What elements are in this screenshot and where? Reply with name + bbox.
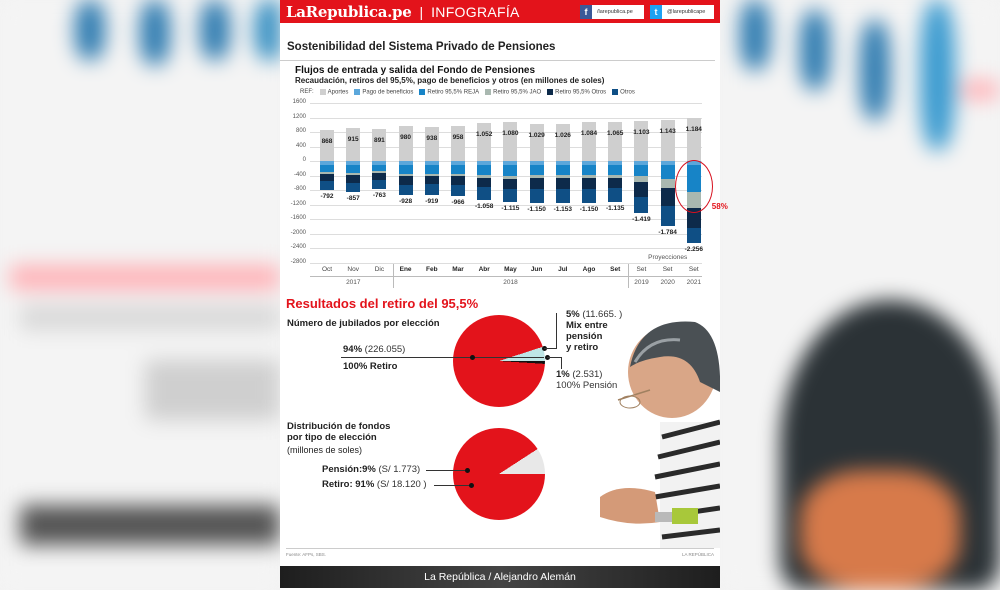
legend-item-reja: Retiro 95,5% REJA [419, 89, 479, 96]
y-tick-label: -800 [293, 186, 306, 193]
bar-segment [582, 189, 596, 203]
bar-segment [346, 165, 360, 173]
source-note: Fuente: AFPs, SBS. [286, 552, 327, 557]
bar-segment [556, 189, 570, 203]
annotation-58-percent: 58% [711, 201, 728, 211]
bar-value-negative: -763 [372, 191, 386, 199]
bar-segment [399, 185, 413, 195]
pie1-main-desc: 100% Retiro [343, 361, 398, 372]
legend-item-pago-beneficios: Pago de beneficios [354, 89, 413, 96]
bar-segment [687, 228, 701, 243]
bar-value-negative: -1.150 [579, 206, 599, 213]
leader-dot [470, 355, 475, 360]
bar-segment [634, 197, 648, 213]
pie1-mix-label: 5% (11.665. ) Mix entre pensión y retiro [566, 309, 623, 353]
year-label: 2020 [660, 279, 675, 286]
chart-subtitle: Recaudación, retiros del 95,5%, pago de beneficios y otros (en millones de soles) [295, 76, 605, 85]
legend-item-retiro-otros: Retiro 95,5% Otros [547, 89, 606, 96]
bar-segment [608, 178, 622, 189]
projection-label: Proyecciones [648, 254, 688, 261]
bar-segment-aportes [582, 122, 596, 161]
social-links [580, 5, 714, 19]
year-label: 2018 [503, 279, 518, 286]
legend-item-jao: Retiro 95,5% JAO [485, 89, 541, 96]
bar-value-positive: 868 [321, 137, 333, 145]
bar-segment [346, 175, 360, 183]
results-title: Resultados del retiro del 95,5% [286, 296, 479, 311]
x-tick-label: Nov [347, 266, 359, 273]
bar-segment [372, 173, 386, 180]
bar-segment [661, 188, 675, 206]
facebook-link[interactable] [580, 5, 644, 19]
x-tick-label: Set [688, 266, 699, 273]
x-tick-label: May [504, 266, 517, 273]
bar-segment [320, 165, 334, 172]
pie1-main-label: 94% (226.055) [343, 344, 406, 355]
bar-segment-aportes [608, 122, 622, 161]
page-title: Sostenibilidad del Sistema Privado de Pensiones [280, 23, 715, 61]
leader-line [561, 357, 562, 369]
bar-segment-aportes [425, 127, 439, 161]
legend-prefix: REF: [300, 89, 314, 96]
x-tick-label: Feb [426, 266, 438, 273]
bar-value-negative: -919 [425, 197, 439, 205]
source-row [286, 548, 714, 557]
year-label: 2019 [634, 279, 649, 286]
bar-segment [582, 165, 596, 175]
bar-segment [661, 165, 675, 179]
bar-segment-aportes [451, 126, 465, 161]
bar-value-positive: 915 [347, 135, 359, 143]
year-label: 2021 [686, 279, 702, 286]
chart-title: Flujos de entrada y salida del Fondo de Pensiones [295, 65, 536, 76]
bar-segment [582, 178, 596, 189]
bar-value-positive: 1.052 [476, 130, 493, 138]
bar-segment-aportes [372, 129, 386, 161]
gridline [310, 118, 702, 119]
bar-value-positive: 1.029 [528, 131, 545, 139]
bar-value-negative: -928 [399, 197, 413, 205]
bar-value-positive: 1.184 [685, 126, 702, 134]
bar-value-negative: -1.419 [632, 215, 651, 223]
bar-segment [530, 189, 544, 203]
x-tick-label: Mar [452, 266, 464, 273]
bar-segment [451, 185, 465, 196]
bar-value-negative: -1.115 [501, 204, 520, 212]
x-tick-label: Set [636, 266, 647, 273]
x-tick-label: Set [610, 266, 621, 273]
bar-segment [320, 181, 334, 190]
y-tick-label: 1600 [292, 99, 306, 105]
x-tick-label: Dic [374, 266, 385, 273]
bar-value-negative: -1.058 [474, 202, 494, 210]
y-tick-label: -400 [293, 171, 306, 178]
header-bar [280, 0, 720, 23]
bar-segment [372, 165, 386, 172]
bar-segment [608, 188, 622, 202]
bar-value-negative: -857 [346, 195, 360, 203]
bar-value-positive: 1.143 [659, 127, 676, 135]
pie2-pension-label: Pensión:9% (S/ 1.773) [322, 464, 421, 475]
y-tick-label: -1600 [290, 215, 306, 222]
bar-value-negative: -1.153 [553, 206, 573, 214]
legend-swatch-icon [354, 89, 360, 95]
year-separator [628, 264, 629, 288]
bar-value-positive: 938 [426, 135, 438, 143]
blurred-backdrop-left [0, 0, 280, 590]
bar-segment [425, 184, 439, 195]
x-tick-label: Abr [478, 266, 490, 273]
bar-segment-aportes [346, 128, 360, 161]
y-tick-label: -1200 [290, 200, 306, 207]
leader-line [434, 485, 470, 486]
bar-segment [346, 183, 360, 193]
pie1-pension-label: 1% (2.531) 100% Pensión [556, 369, 618, 391]
bar-value-positive: 1.080 [502, 129, 519, 137]
legend-swatch-icon [547, 89, 553, 95]
leader-dot [469, 483, 474, 488]
gridline [310, 248, 702, 249]
bar-segment-aportes [687, 118, 701, 161]
bar-value-positive: 1.084 [580, 129, 598, 137]
gridline [310, 263, 702, 264]
leader-line [426, 470, 466, 471]
bar-value-negative: -966 [451, 199, 465, 207]
highlight-ellipse [675, 160, 713, 213]
bar-segment [425, 176, 439, 184]
y-tick-label: -2000 [290, 229, 306, 236]
bar-segment-aportes [556, 124, 570, 161]
bar-value-positive: 958 [452, 134, 464, 142]
y-tick-label: 0 [302, 157, 306, 164]
bar-segment [425, 165, 439, 174]
legend-item-aportes: Aportes [320, 89, 349, 96]
bar-segment-aportes [530, 124, 544, 161]
twitter-icon: t [650, 5, 662, 19]
x-tick-label: Ene [399, 266, 412, 273]
bar-segment [661, 206, 675, 226]
leader-line [341, 357, 544, 358]
bar-value-positive: 891 [373, 136, 385, 144]
chart-legend [280, 85, 720, 96]
bar-segment [451, 176, 465, 185]
bar-segment [608, 165, 622, 175]
year-label: 2017 [346, 279, 361, 286]
y-tick-label: 1200 [292, 113, 306, 120]
y-tick-label: -2400 [290, 244, 306, 251]
bar-segment [503, 165, 517, 176]
bar-segment [530, 165, 544, 175]
legend-item-otros: Otros [612, 89, 635, 96]
pie-chart-jubilados [453, 315, 545, 407]
infographic-card [280, 0, 728, 590]
leader-line [547, 357, 561, 358]
bar-value-negative: -1.784 [658, 229, 677, 237]
pie2-retiro-label: Retiro: 91% (S/ 18.120 ) [322, 479, 427, 490]
bar-segment [634, 182, 648, 197]
bar-segment [372, 180, 386, 189]
pie1-heading: Número de jubilados por elección [287, 318, 440, 329]
bar-segment [503, 179, 517, 189]
bar-segment [477, 178, 491, 187]
stacked-bar-chart [280, 98, 728, 293]
bar-value-negative: -792 [320, 192, 334, 200]
y-tick-label: -2800 [290, 259, 306, 265]
y-tick-label: 400 [295, 142, 306, 149]
x-tick-label: Jul [558, 266, 568, 273]
x-tick-label: Set [662, 266, 673, 273]
bar-value-positive: 1.026 [554, 131, 571, 139]
bar-segment [399, 165, 413, 174]
twitter-handle: @larepublicape [667, 8, 706, 15]
bar-segment [451, 165, 465, 174]
bar-value-negative: -1.150 [527, 206, 546, 213]
leader-line [556, 313, 557, 349]
bar-segment [399, 176, 413, 184]
bar-segment [477, 165, 491, 175]
bar-segment [556, 178, 570, 189]
bar-value-positive: 1.065 [607, 130, 624, 138]
site-logo[interactable]: LaRepublica.pe [286, 2, 412, 21]
bar-segment [503, 189, 517, 202]
credit-bar: La República / Alejandro Alemán [280, 566, 720, 588]
bar-value-positive: 980 [400, 133, 412, 141]
legend-swatch-icon [485, 89, 491, 95]
bar-value-negative: -1.135 [605, 205, 625, 213]
x-axis-line [310, 276, 702, 277]
bar-segment-aportes [399, 126, 413, 162]
legend-swatch-icon [612, 89, 618, 95]
pie2-unit: (millones de soles) [287, 445, 363, 455]
year-separator [393, 264, 394, 288]
blurred-backdrop-right [720, 0, 1000, 590]
facebook-icon: f [580, 5, 592, 19]
pie-chart-fondos [453, 428, 545, 520]
bar-value-positive: 1.103 [633, 129, 650, 137]
gridline [310, 234, 702, 235]
bar-segment-aportes [503, 122, 517, 161]
y-tick-label: 800 [295, 128, 306, 135]
twitter-link[interactable] [650, 5, 714, 19]
x-tick-label: Jun [530, 266, 543, 273]
bar-segment [661, 179, 675, 188]
gridline [310, 103, 702, 104]
header-separator: | [419, 3, 424, 20]
retiree-photo [600, 312, 720, 548]
bar-segment-aportes [634, 121, 648, 161]
bar-segment [556, 165, 570, 175]
bar-segment [634, 165, 648, 176]
bar-segment-aportes [661, 120, 675, 162]
x-tick-label: Ago [582, 266, 596, 273]
legend-swatch-icon [320, 89, 326, 95]
bar-segment [530, 178, 544, 189]
bar-segment [634, 176, 648, 183]
pie2-heading: Distribución de fondos por tipo de elección [287, 421, 391, 443]
facebook-handle: /larepublica.pe [597, 8, 633, 15]
bar-value-negative: -2.256 [684, 246, 704, 254]
bar-segment-aportes [320, 130, 334, 162]
leader-line [544, 348, 556, 349]
bar-segment-aportes [477, 123, 491, 161]
legend-swatch-icon [419, 89, 425, 95]
brand-note: LA REPÚBLICA [681, 552, 714, 557]
leader-dot [465, 468, 470, 473]
section-label: INFOGRAFÍA [431, 3, 520, 20]
x-tick-label: Oct [321, 266, 333, 273]
bar-segment [477, 187, 491, 199]
bar-segment [320, 174, 334, 181]
